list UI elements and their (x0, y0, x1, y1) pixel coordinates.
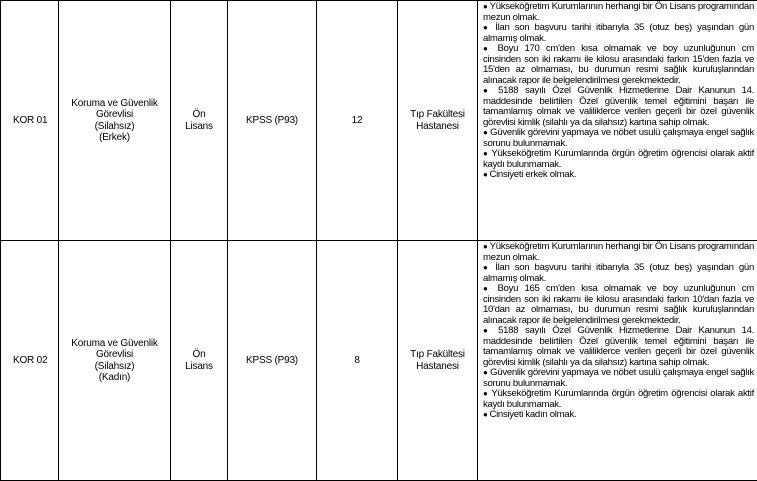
quota-count: 12 (317, 1, 398, 241)
requirement-item: ● Boyu 170 cm'den kısa olmamak ve boy uzunluğunun cm cinsinden son iki rakamı ile kilosu arasındaki farkın 15'den fazla ve 15'den az olmaması, bu durumun resmi sağlık kuruluşlarından alınacak rapor ile belgelendirilmesi gerekmektedir. (483, 44, 754, 86)
requirements-list (478, 241, 757, 481)
position-code: KOR 01 (1, 1, 59, 241)
table-row (1, 1, 757, 241)
requirement-item: ● İlan son başvuru tarihi itibarıyla 35 (otuz beş) yaşından gün almamış olmak. (483, 23, 754, 44)
unit-name: Tıp Fakültesi Hastanesi (398, 1, 478, 241)
position-title: Koruma ve Güvenlik Görevlisi (Silahsız) (Erkek) (59, 1, 171, 241)
requirement-item: ● Cinsiyeti erkek olmak. (483, 170, 754, 181)
position-code: KOR 02 (1, 241, 59, 481)
requirement-item: ● Güvenlik görevini yapmaya ve nöbet usulü çalışmaya engel sağlık sorunu bulunmamak. (483, 128, 754, 149)
requirement-item: ● Yükseköğretim Kurumlarının herhangi bir Ön Lisans programından mezun olmak. (483, 242, 754, 263)
quota-count: 8 (317, 241, 398, 481)
requirement-item: ● Boyu 165 cm'den kısa olmamak ve boy uzunluğunun cm cinsinden son iki rakamı ile kilosu arasındaki farkın 10'dan fazla ve 10'dan az olmaması, bu durumun resmi sağlık kuruluşlarından alınacak rapor ile belgelendirilmesi gerekmektedir. (483, 284, 754, 326)
table-row (1, 241, 757, 481)
exam-type: KPSS (P93) (228, 241, 317, 481)
requirement-item: ● 5188 sayılı Özel Güvenlik Hizmetlerine Dair Kanunun 14. maddesinde belirtilen Özel güvenlik temel eğitimini başarı ile tamamlamış olmak ve valiliklerce verilen geçerli bir özel güvenlik görevlisi kimlik (silahlı ya da silahsız) kartına sahip olmak. (483, 326, 754, 368)
education-level: Ön Lisans (171, 241, 228, 481)
requirement-item: ● İlan son başvuru tarihi itibarıyla 35 (otuz beş) yaşından gün almamış olmak. (483, 263, 754, 284)
requirement-item: ● Yükseköğretim Kurumlarında örgün öğretim öğrencisi olarak aktif kaydı bulunmamak. (483, 149, 754, 170)
requirement-item: ● Yükseköğretim Kurumlarının herhangi bir Ön Lisans programından mezun olmak. (483, 2, 754, 23)
requirement-item: ● Yükseköğretim Kurumlarında örgün öğretim öğrencisi olarak aktif kaydı bulunmamak. (483, 389, 754, 410)
exam-type: KPSS (P93) (228, 1, 317, 241)
requirement-item: ● Cinsiyeti kadın olmak. (483, 410, 754, 421)
requirement-item: ● Güvenlik görevini yapmaya ve nöbet usulü çalışmaya engel sağlık sorunu bulunmamak. (483, 368, 754, 389)
unit-name: Tıp Fakültesi Hastanesi (398, 241, 478, 481)
requirements-list (478, 1, 757, 241)
education-level: Ön Lisans (171, 1, 228, 241)
requirement-item: ● 5188 sayılı Özel Güvenlik Hizmetlerine Dair Kanunun 14. maddesinde belirtilen Özel güvenlik temel eğitimini başarı ile tamamlamış olmak ve valiliklerce verilen geçerli bir özel güvenlik görevlisi kimlik (silahlı ya da silahsız) kartına sahip olmak. (483, 86, 754, 128)
position-title: Koruma ve Güvenlik Görevlisi (Silahsız) (Kadın) (59, 241, 171, 481)
